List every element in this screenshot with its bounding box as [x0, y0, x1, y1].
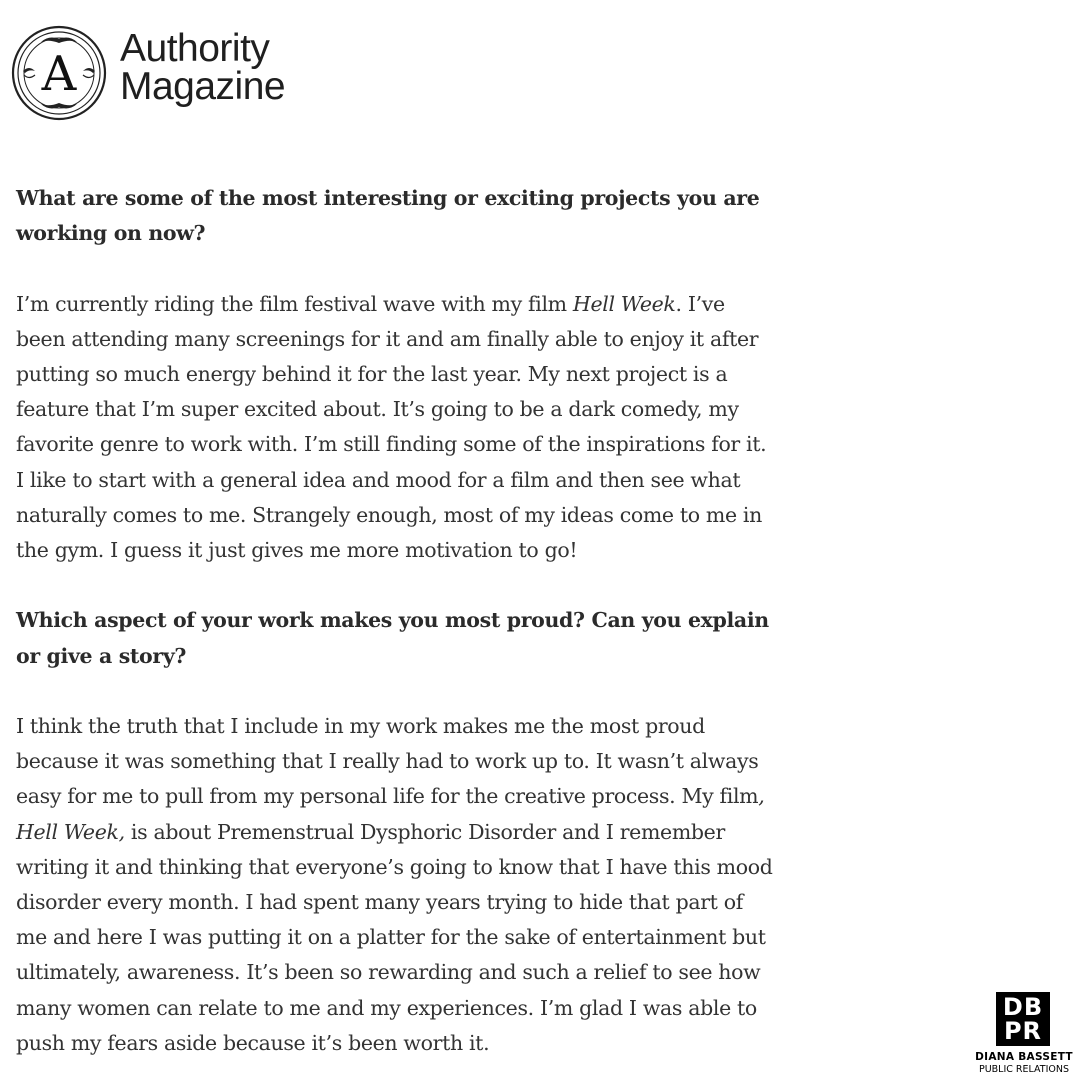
question-1: What are some of the most interesting or exciting projects you are working on now?: [16, 186, 760, 246]
answer-1-film-title: Hell Week: [572, 291, 676, 316]
dbpr-subtitle: PUBLIC RELATIONS: [978, 1064, 1070, 1075]
question-2: Which aspect of your work makes you most proud? Can you explain or give a story?: [16, 608, 769, 668]
dbpr-row-1: DB: [1002, 993, 1044, 1021]
dbpr-name: DIANA BASSETT: [975, 1051, 1073, 1063]
dbpr-monogram: [996, 992, 1050, 1046]
answer-2-text-b: is about Premenstrual Dysphoric Disorder and I remember writing it and thinking that everyone’s going to know that I have this mood disorder every month. I had spent many years trying to hide that part of me and here I was putting it on a platter for the sake of entertainment but ultimately, awareness. It’s been so rewarding and such a relief to see how many women can relate to me and my experiences. I’m glad I was able to push my fears aside because it’s been worth it.: [16, 819, 773, 1055]
answer-2-text-a: I think the truth that I include in my work makes me the most proud because it was something that I really had to work up to. It wasn’t always easy for me to pull from my personal life for the creative process. My film: [16, 714, 759, 809]
diana-bassett-pr-logo: [972, 992, 1076, 1076]
wordmark-line-1: Authority: [120, 27, 270, 70]
answer-2-film-title: , Hell Week,: [16, 784, 765, 844]
answer-2: [16, 709, 776, 1061]
answer-1-text-b: . I’ve been attending many screenings for it and am finally able to enjoy it after putting so much energy behind it for the last year. My next project is a feature that I’m super excited about. It’s going to be a dark comedy, my favorite genre to work with. I’m still finding some of the inspirations for it. I like to start with a general idea and mood for a film and then see what naturally comes to me. Strangely enough, most of my ideas come to me in the gym. I guess it just gives me more motivation to go!: [16, 291, 767, 563]
answer-1-text-a: I’m currently riding the film festival wave with my film: [16, 291, 573, 316]
wordmark-line-2: Magazine: [120, 65, 286, 108]
authority-magazine-seal-logo: [11, 25, 107, 121]
authority-magazine-wordmark: [120, 27, 286, 108]
seal-letter: A: [41, 46, 77, 102]
answer-1: [16, 287, 776, 569]
dbpr-row-2: PR: [1003, 1017, 1043, 1045]
article-body: [16, 181, 776, 1061]
